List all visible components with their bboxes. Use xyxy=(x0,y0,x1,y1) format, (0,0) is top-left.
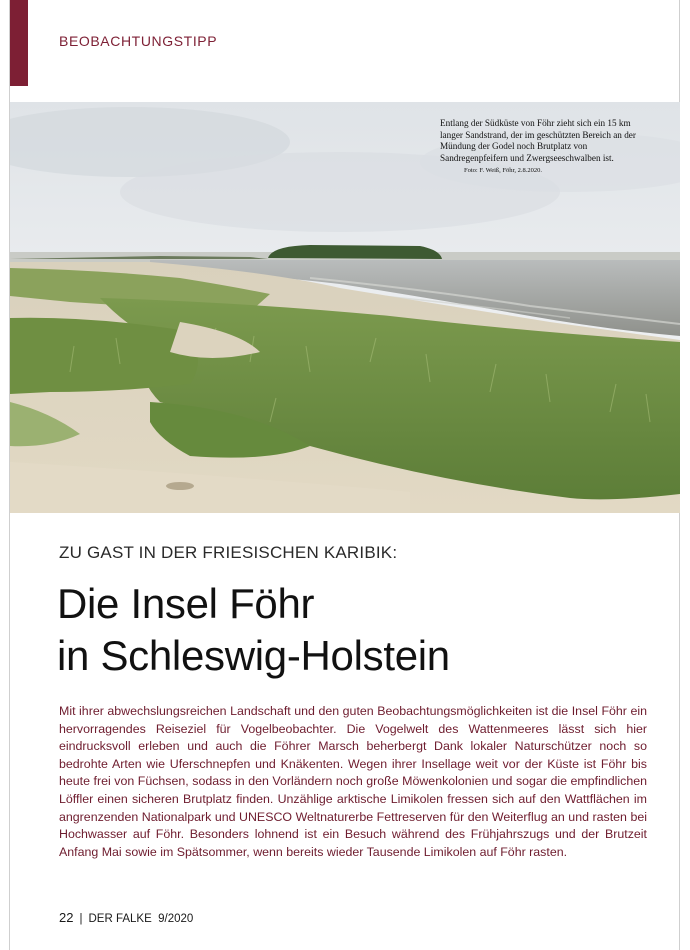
magazine-name: DER FALKE xyxy=(88,913,152,925)
caption-text: Entlang der Südküste von Föhr zieht sich ein 15 km langer Sandstrand, der im geschützten Bereich an der Mündung der Godel noch Brutplatz von Sandregenpfeifern und Zwergseeschwalben ist. xyxy=(440,118,636,163)
issue-number: 9/2020 xyxy=(158,913,194,925)
title-line-1: Die Insel Föhr xyxy=(57,580,315,627)
title-line-2: in Schleswig-Holstein xyxy=(57,632,450,679)
photo-caption xyxy=(440,118,654,177)
article-lead: Mit ihrer abwechslungsreichen Landschaft und den guten Beobachtungsmöglichkeiten ist die Insel Föhr ein hervorragendes Reiseziel für Vogelbeobachter. Die Vogelwelt des Wattenmeeres lässt sich hier eindrucksvoll erleben und auch die Föhrer Marsch beherbergt Dank lokaler Naturschützer noch so bedrohte Arten wie Uferschnepfen und Knäkenten. Wegen ihrer Insellage weit vor der Küste ist Föhr bis heute frei von Füchsen, sodass in den Vorländern noch große Möwenkolonien und sogar die empfindlichen Löffler einen sicheren Brutplatz finden. Unzählige arktische Limikolen fressen sich auf den Wattflächen im angrenzenden Nationalpark und UNESCO Weltnaturerbe Fettreserven für den Weiterflug an und rasten bei Hochwasser auf Föhr. Besonders lohnend ist ein Besuch während des Frühjahrszugs und der Brutzeit Anfang Mai sowie im Spätsommer, wenn bereits wieder Tausende Limikolen auf Föhr rasten. xyxy=(59,704,647,859)
page-number: 22 xyxy=(59,910,74,925)
article-title xyxy=(57,578,657,682)
photo-credit: Foto: F. Weiß, Föhr, 2.8.2020. xyxy=(464,167,543,175)
section-label: BEOBACHTUNGSTIPP xyxy=(59,33,218,49)
section-accent-bar xyxy=(10,0,28,86)
footer-separator: | xyxy=(79,913,83,925)
page-footer xyxy=(59,910,193,925)
article-kicker: ZU GAST IN DER FRIESISCHEN KARIBIK: xyxy=(59,543,398,562)
